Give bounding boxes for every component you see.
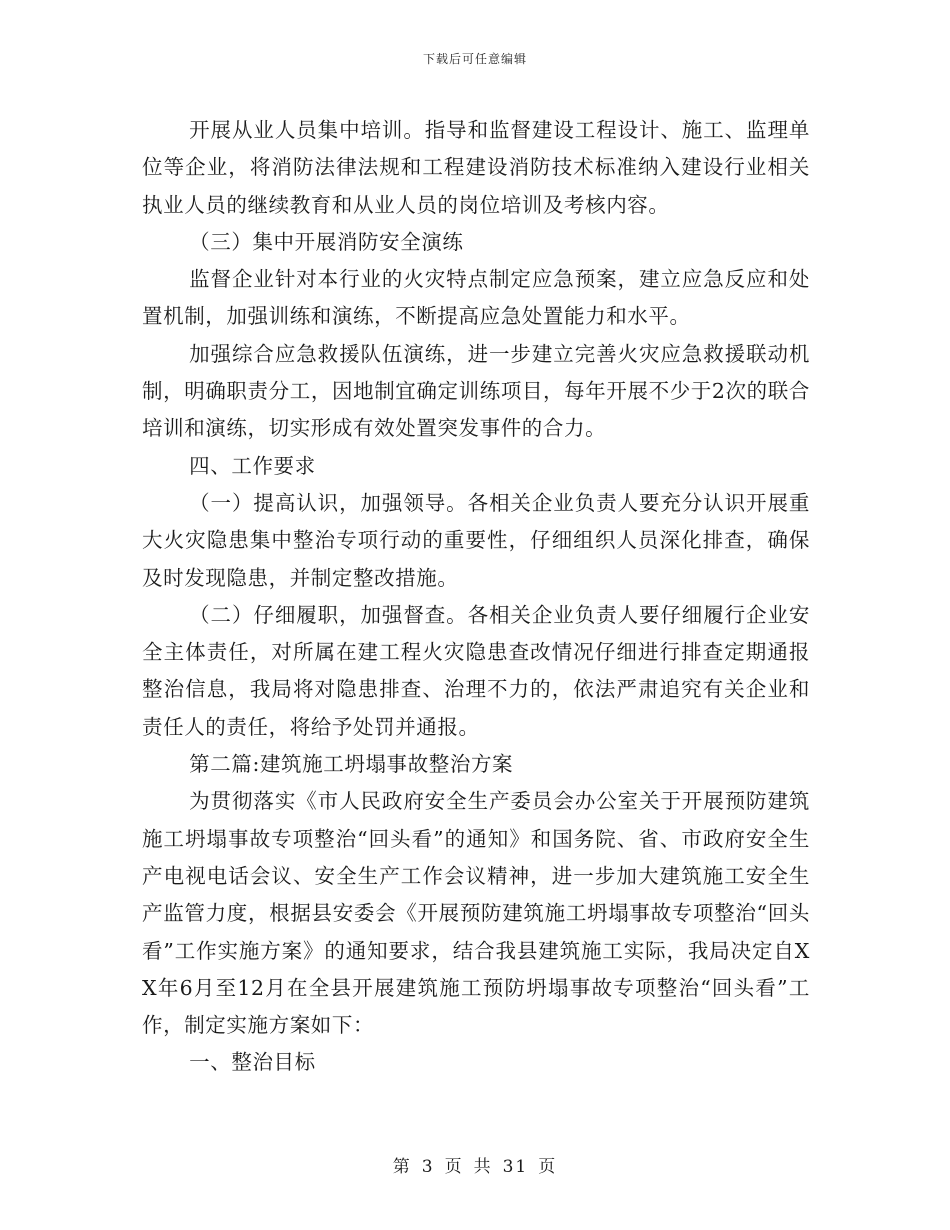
footer-total-label: 共 (473, 1157, 493, 1177)
paragraph-rescue-drill: 加强综合应急救援队伍演练，进一步建立完善火灾应急救援联动机制，明确职责分工，因地制宜确定训练项目，每年开展不少于2次的联合培训和演练，切实形成有效处置突发事件的合力。 (142, 341, 810, 441)
page-footer (0, 1152, 950, 1177)
paragraph-collapse-intro: 为贯彻落实《市人民政府安全生产委员会办公室关于开展预防建筑施工坍塌事故专项整治“回头看”的通知》和国务院、省、市政府安全生产电视电话会议、安全生产工作会议精神，进一步加大建筑施工安全生产监管力度，根据县安委会《开展预防建筑施工坍塌事故专项整治“回头看”工作实施方案》的通知要求，结合我县建筑施工实际，我局决定自XX年6月至12月在全县开展建筑施工预防坍塌事故专项整治“回头看”工作，制定实施方案如下： (142, 789, 810, 1038)
paragraph-requirement-2: （二）仔细履职，加强督查。各相关企业负责人要仔细履行企业安全主体责任，对所属在建工程火灾隐患查改情况仔细进行排查定期通报整治信息，我局将对隐患排查、治理不力的，依法严肃追究有关企业和责任人的责任，将给予处罚并通报。 (142, 602, 810, 739)
chapter-heading-collapse: 第二篇:建筑施工坍塌事故整治方案 (189, 752, 514, 777)
document-body (142, 112, 810, 1082)
paragraph-emergency-plan: 监督企业针对本行业的火灾特点制定应急预案，建立应急反应和处置机制，加强训练和演练，不断提高应急处置能力和水平。 (142, 267, 810, 329)
footer-total-pages: 31 (502, 1157, 529, 1177)
page-header: 下载后可任意编辑 (422, 52, 527, 66)
section-heading-goals: 一、整治目标 (189, 1050, 316, 1075)
footer-suffix: 页 (538, 1157, 558, 1177)
footer-current-page: 3 (421, 1157, 435, 1177)
section-heading-requirements: 四、工作要求 (189, 453, 316, 478)
footer-page-label: 页 (444, 1157, 464, 1177)
section-heading-drill: （三）集中开展消防安全演练 (189, 229, 464, 254)
paragraph-requirement-1: （一）提高认识，加强领导。各相关企业负责人要充分认识开展重大火灾隐患集中整治专项行动的重要性，仔细组织人员深化排查，确保及时发现隐患，并制定整改措施。 (142, 490, 810, 590)
footer-prefix: 第 (392, 1157, 412, 1177)
paragraph-training: 开展从业人员集中培训。指导和监督建设工程设计、施工、监理单位等企业，将消防法律法规和工程建设消防技术标准纳入建设行业相关执业人员的继续教育和从业人员的岗位培训及考核内容。 (142, 118, 810, 217)
